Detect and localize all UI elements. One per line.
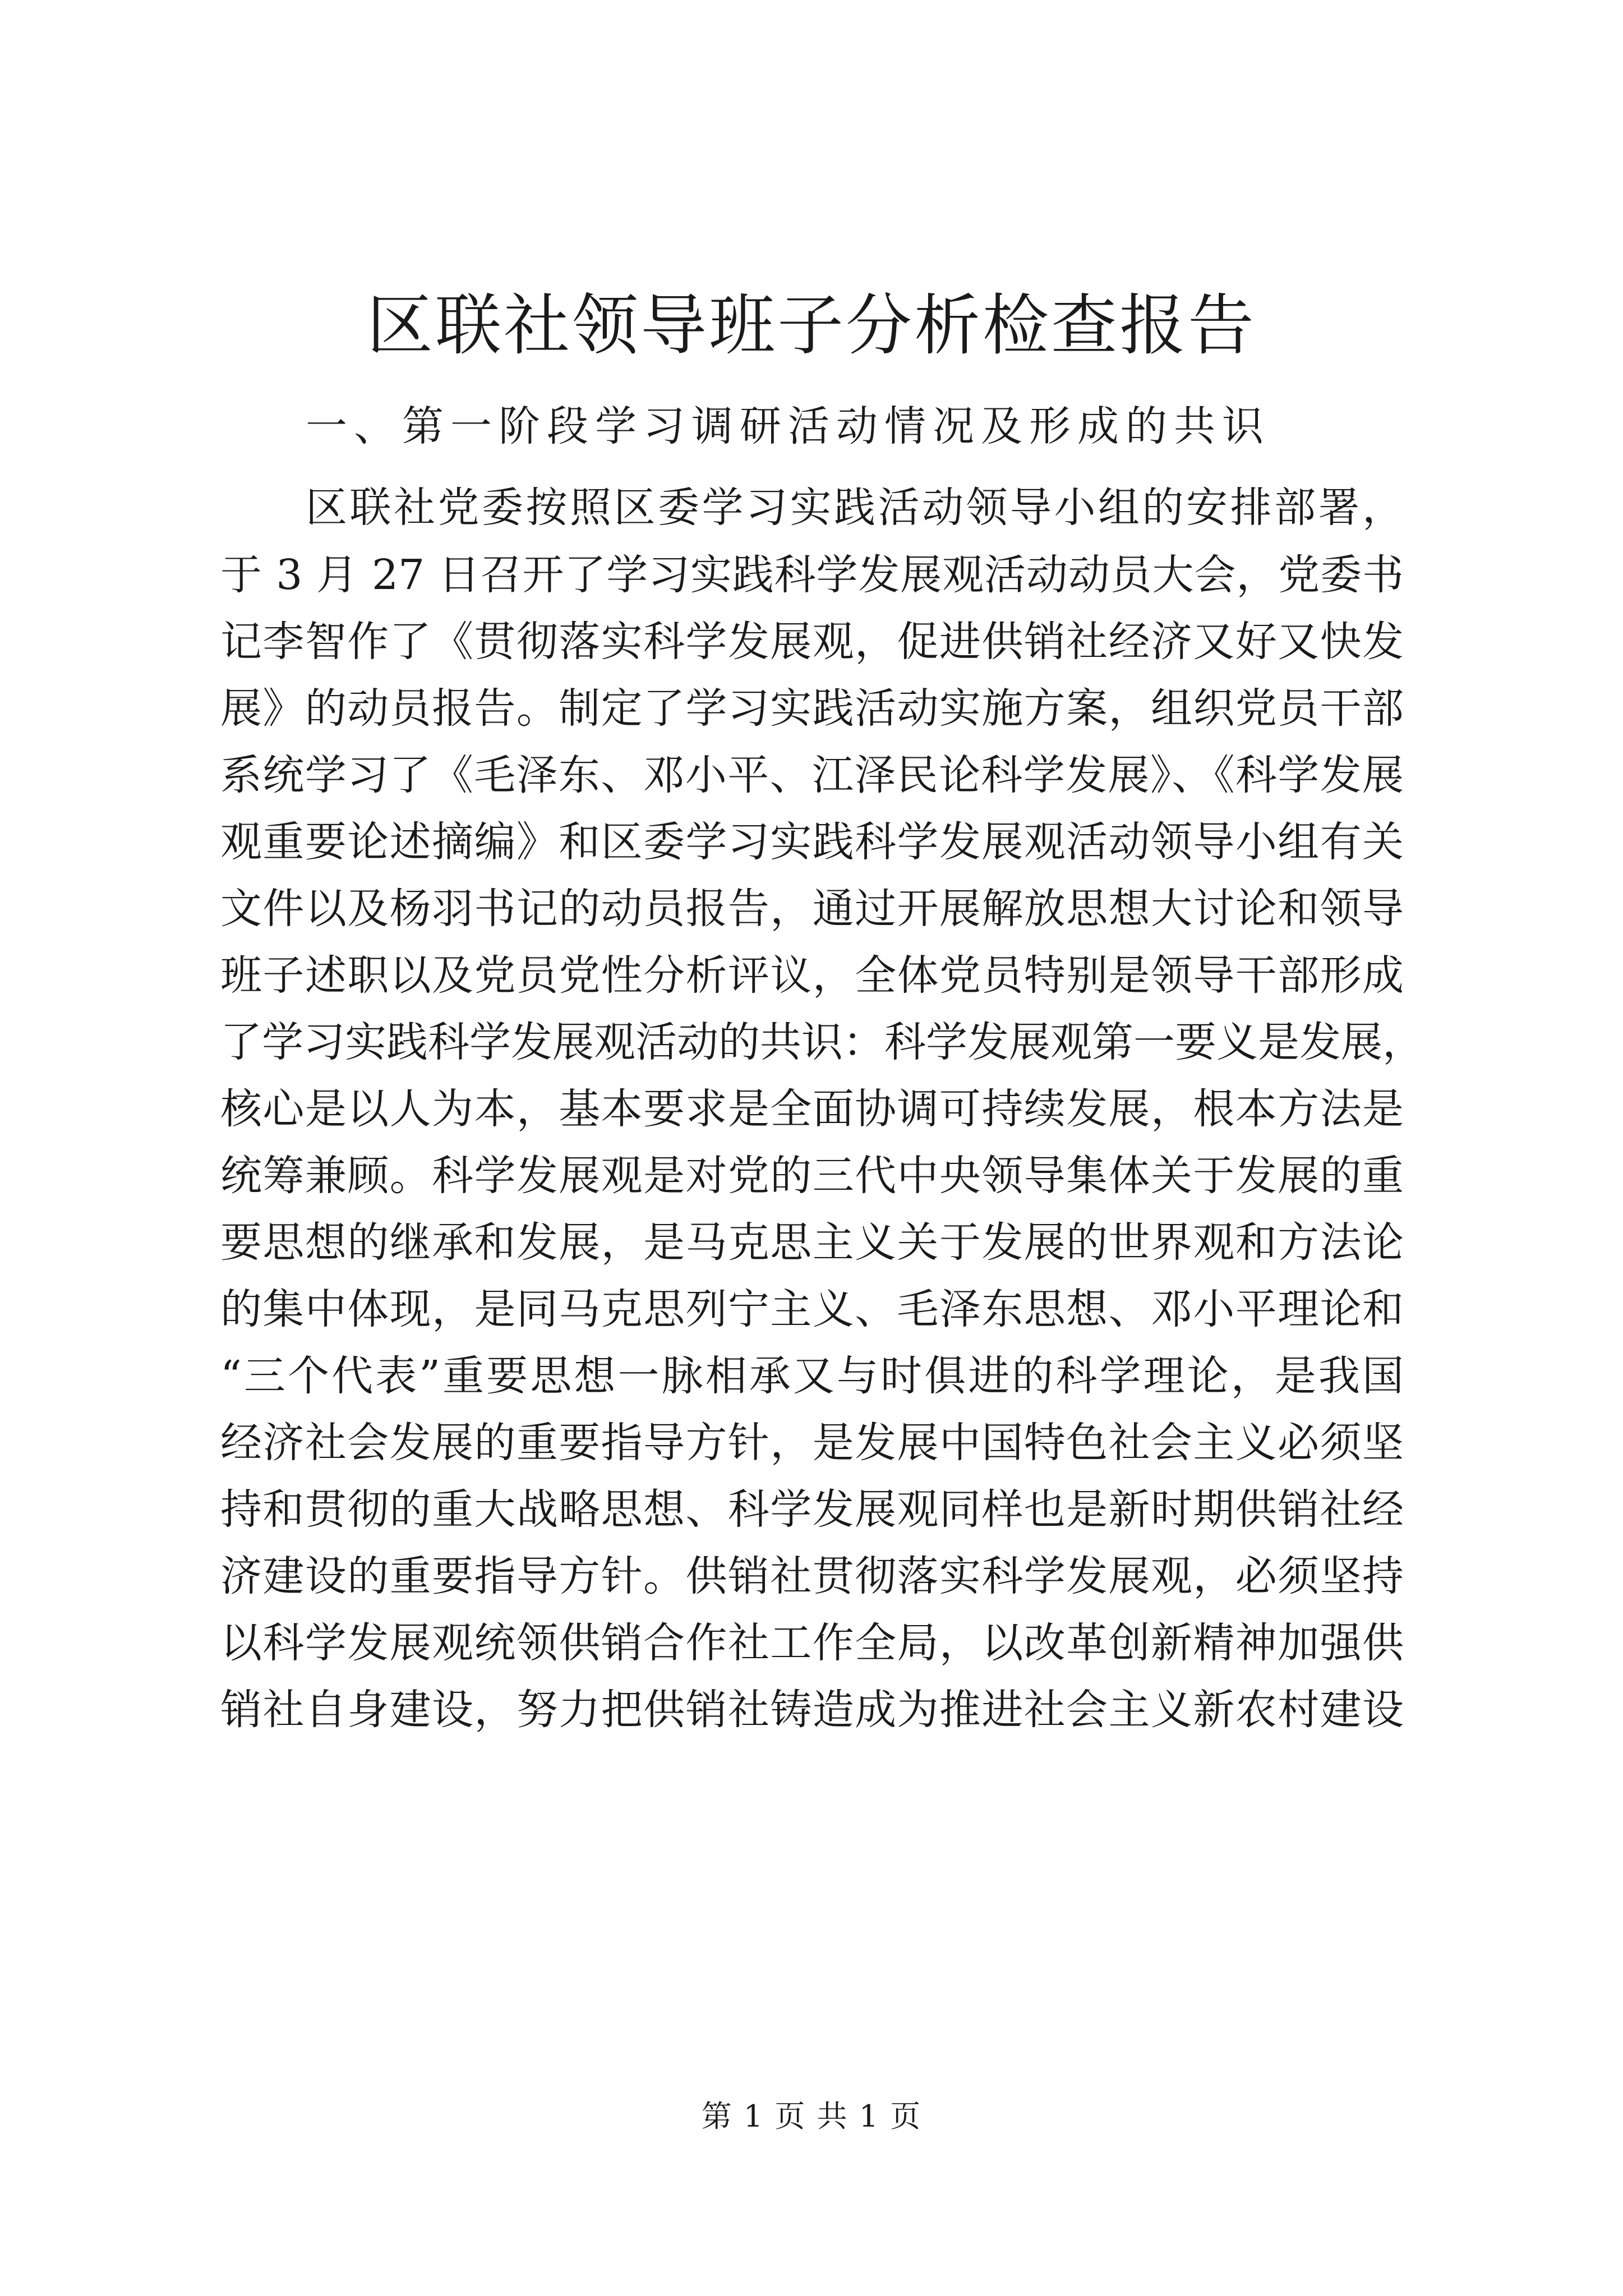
paragraph-line: 要思想的继承和发展，是马克思主义关于发展的世界观和方法论: [220, 1218, 1404, 1267]
paragraph-line: 系统学习了《毛泽东、邓小平、江泽民论科学发展》、《科学发展: [220, 751, 1404, 799]
section-heading: 一、第一阶段学习调研活动情况及形成的共识: [306, 402, 1270, 450]
paragraph-line: 班子述职以及党员党性分析评议，全体党员特别是领导干部形成: [220, 951, 1404, 1000]
paragraph-line: 持和贯彻的重大战略思想、科学发展观同样也是新时期供销社经: [220, 1485, 1404, 1534]
paragraph-line: 经济社会发展的重要指导方针，是发展中国特色社会主义必须坚: [220, 1419, 1404, 1467]
paragraph-line: 了学习实践科学发展观活动的共识：科学发展观第一要义是发展，: [220, 1018, 1424, 1066]
paragraph-line: 以科学发展观统领供销合作社工作全局，以改革创新精神加强供: [220, 1619, 1404, 1667]
paragraph-line: “三个代表”重要思想一脉相承又与时俱进的科学理论，是我国: [220, 1352, 1404, 1400]
paragraph-line: 的集中体现，是同马克思列宁主义、毛泽东思想、邓小平理论和: [220, 1285, 1404, 1333]
paragraph-line: 核心是以人为本，基本要求是全面协调可持续发展，根本方法是: [220, 1085, 1404, 1133]
paragraph-line: 销社自身建设，努力把供销社铸造成为推进社会主义新农村建设: [220, 1686, 1404, 1734]
paragraph-line: 文件以及杨羽书记的动员报告，通过开展解放思想大讨论和领导: [220, 885, 1404, 933]
paragraph-line: 记李智作了《贯彻落实科学发展观，促进供销社经济又好又快发: [220, 618, 1404, 666]
paragraph-line: 观重要论述摘编》和区委学习实践科学发展观活动领导小组有关: [220, 818, 1404, 866]
paragraph-line: 于 3 月 27 日召开了学习实践科学发展观活动动员大会，党委书: [220, 551, 1404, 599]
document-title: 区联社领导班子分析检查报告: [366, 287, 1256, 364]
paragraph-line: 展》的动员报告。制定了学习实践活动实施方案，组织党员干部: [220, 684, 1404, 733]
paragraph-line: 区联社党委按照区委学习实践活动领导小组的安排部署，: [306, 484, 1404, 532]
paragraph-line: 统筹兼顾。科学发展观是对党的三代中央领导集体关于发展的重: [220, 1152, 1404, 1200]
paragraph-line: 济建设的重要指导方针。供销社贯彻落实科学发展观，必须坚持: [220, 1552, 1404, 1600]
page-footer: 第 1 页 共 1 页: [701, 2099, 922, 2134]
